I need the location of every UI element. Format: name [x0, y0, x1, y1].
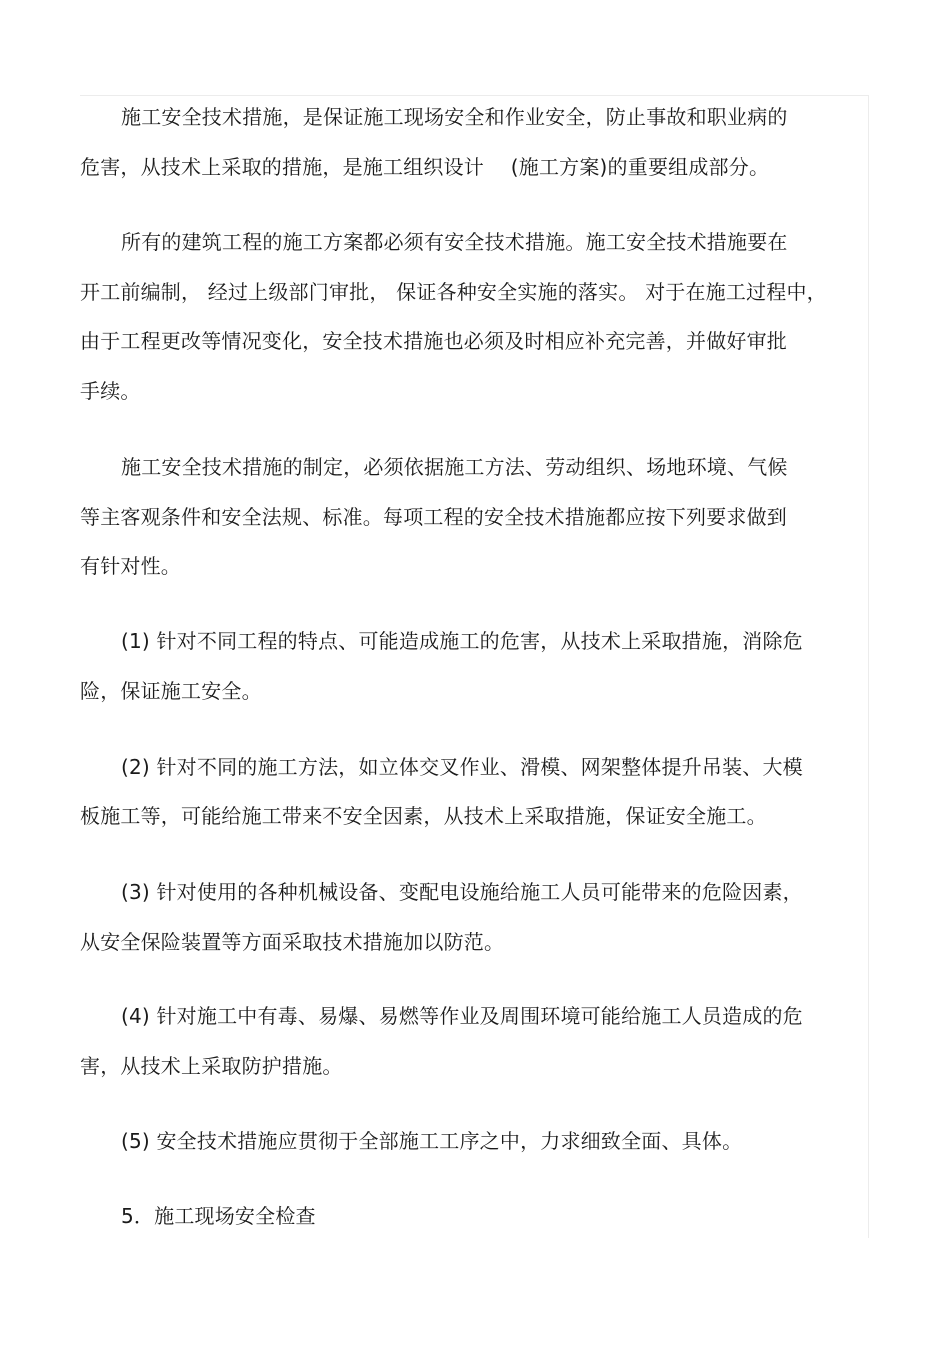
item-4-line-1: (4) 针对施工中有毒、易爆、易燃等作业及周围环境可能给施工人员造成的危: [121, 1004, 803, 1028]
item-2-line-2: 板施工等，可能给施工带来不安全因素，从技术上采取措施，保证安全施工。: [80, 804, 767, 828]
section-heading: 5．施工现场安全检查: [121, 1204, 316, 1228]
item-5-line-1: (5) 安全技术措施应贯彻于全部施工工序之中，力求细致全面、具体。: [121, 1129, 743, 1153]
paragraph-1-line-2: 危害，从技术上采取的措施，是施工组织设计 (施工方案)的重要组成部分。: [80, 155, 770, 179]
paragraph-2-line-1: 所有的建筑工程的施工方案都必须有安全技术措施。施工安全技术措施要在: [121, 230, 788, 254]
item-2-line-1: (2) 针对不同的施工方法，如立体交叉作业、滑模、网架整体提升吊装、大模: [121, 755, 803, 779]
paragraph-3-line-2: 等主客观条件和安全法规、标准。每项工程的安全技术措施都应按下列要求做到: [80, 505, 787, 529]
item-3-line-1: (3) 针对使用的各种机械设备、变配电设施给施工人员可能带来的危险因素，: [121, 880, 803, 904]
paragraph-2-line-2: 开工前编制， 经过上级部门审批， 保证各种安全实施的落实。 对于在施工过程中，: [80, 280, 827, 304]
item-3-line-2: 从安全保险装置等方面采取技术措施加以防范。: [80, 930, 505, 954]
item-1-line-2: 险，保证施工安全。: [80, 679, 262, 703]
item-1-line-1: (1) 针对不同工程的特点、可能造成施工的危害，从技术上采取措施，消除危: [121, 629, 803, 653]
paragraph-2-line-4: 手续。: [80, 379, 141, 403]
paragraph-1-line-1: 施工安全技术措施，是保证施工现场安全和作业安全，防止事故和职业病的: [121, 105, 788, 129]
paragraph-3-line-1: 施工安全技术措施的制定，必须依据施工方法、劳动组织、场地环境、气候: [121, 455, 788, 479]
paragraph-3-line-3: 有针对性。: [80, 554, 181, 578]
item-4-line-2: 害，从技术上采取防护措施。: [80, 1054, 343, 1078]
paragraph-2-line-3: 由于工程更改等情况变化，安全技术措施也必须及时相应补充完善，并做好审批: [80, 329, 787, 353]
